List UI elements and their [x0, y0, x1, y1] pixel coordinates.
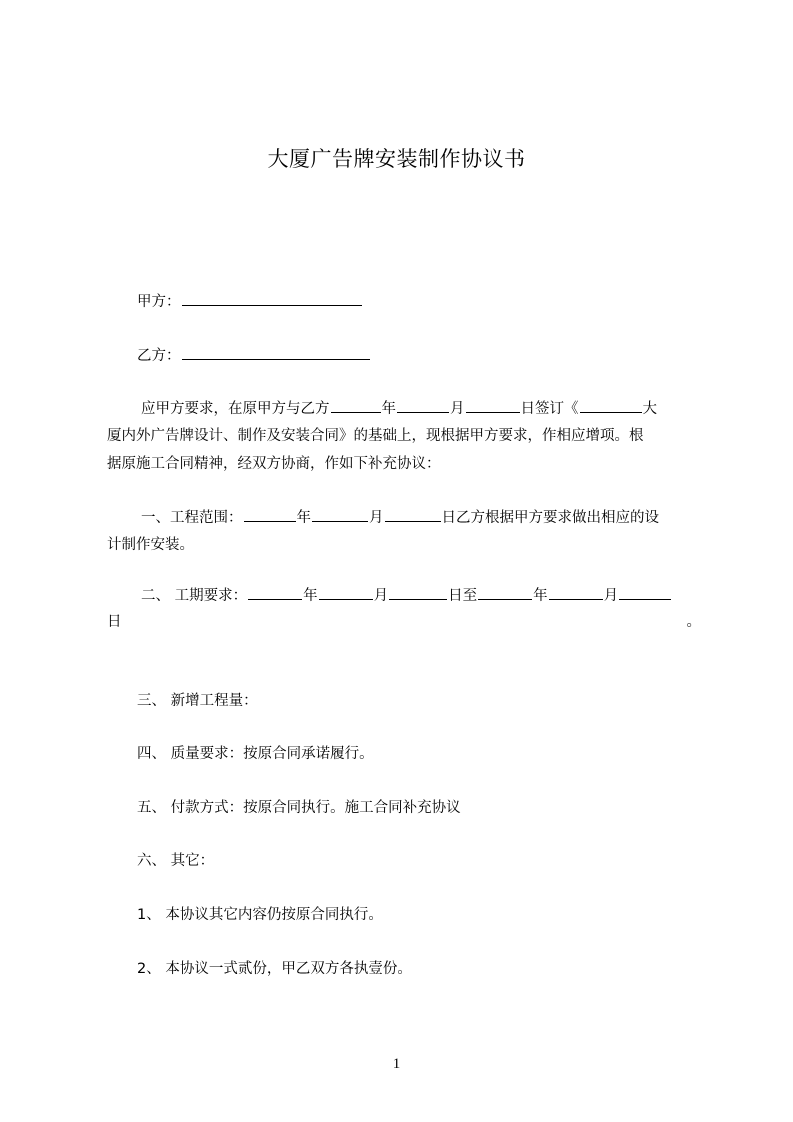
scope-year-blank — [244, 507, 296, 522]
schedule-day-blank — [389, 585, 447, 600]
clause-3: 三、 新增工程量： — [137, 693, 258, 709]
preamble-month-blank — [397, 398, 449, 413]
schedule-day-end: 日 — [107, 614, 122, 630]
sub-item-2: 2、 本协议一式贰份，甲乙双方各执壹份。 — [137, 961, 412, 977]
preamble-year-label: 年 — [381, 401, 396, 417]
schedule-year2-label: 年 — [533, 588, 548, 604]
schedule-day2-blank — [619, 585, 671, 600]
preamble-line-2: 厦内外广告牌设计、制作及安装合同》的基础上，现根据甲方要求，作相应增项。根 — [107, 428, 644, 444]
preamble-text-c: 大 — [642, 401, 657, 417]
scope-month-blank — [312, 507, 368, 522]
clause-4: 四、 质量要求：按原合同承诺履行。 — [137, 746, 374, 762]
clause-schedule-line-1 — [141, 585, 672, 606]
schedule-month2-blank — [549, 585, 603, 600]
party-a-line — [137, 291, 363, 312]
sub-item-1: 1、 本协议其它内容仍按原合同执行。 — [137, 907, 383, 923]
clause-5: 五、 付款方式：按原合同执行。施工合同补充协议 — [137, 800, 461, 816]
clause-scope-line-2: 计制作安装。 — [107, 537, 194, 553]
document-title: 大厦广告牌安装制作协议书 — [267, 147, 526, 171]
clause-schedule-line-2 — [107, 612, 701, 632]
scope-day-blank — [385, 507, 441, 522]
preamble-name-blank — [580, 398, 642, 413]
party-a-blank — [182, 291, 362, 306]
page-number: 1 — [392, 1056, 401, 1072]
scope-text: 日乙方根据甲方要求做出相应的设 — [441, 510, 659, 526]
schedule-month2-label: 月 — [603, 588, 619, 604]
schedule-period: 。 — [686, 614, 701, 630]
preamble-year-blank — [331, 398, 381, 413]
schedule-month-label: 月 — [373, 588, 389, 604]
scope-label: 一、工程范围： — [141, 510, 243, 526]
preamble-month-label: 月 — [450, 401, 465, 417]
schedule-day-to: 日至 — [448, 588, 478, 604]
schedule-year-label: 年 — [303, 588, 318, 604]
scope-month-label: 月 — [369, 510, 384, 526]
party-b-line — [137, 345, 371, 366]
party-b-label: 乙方： — [137, 348, 181, 364]
scope-year-label: 年 — [296, 510, 311, 526]
preamble-line-1 — [141, 398, 657, 419]
preamble-day-blank — [466, 398, 520, 413]
clause-6: 六、 其它： — [137, 853, 215, 869]
clause-scope-line-1 — [141, 507, 659, 528]
schedule-month-blank — [319, 585, 373, 600]
preamble-text-b: 日签订《 — [520, 401, 579, 417]
party-a-label: 甲方： — [137, 294, 181, 310]
schedule-label: 二、 工期要求： — [141, 588, 248, 604]
schedule-year-blank — [248, 585, 302, 600]
party-b-blank — [182, 345, 370, 360]
preamble-text-a: 应甲方要求，在原甲方与乙方 — [141, 401, 330, 417]
preamble-line-3: 据原施工合同精神，经双方协商，作如下补充协议： — [107, 456, 441, 472]
schedule-year2-blank — [478, 585, 532, 600]
